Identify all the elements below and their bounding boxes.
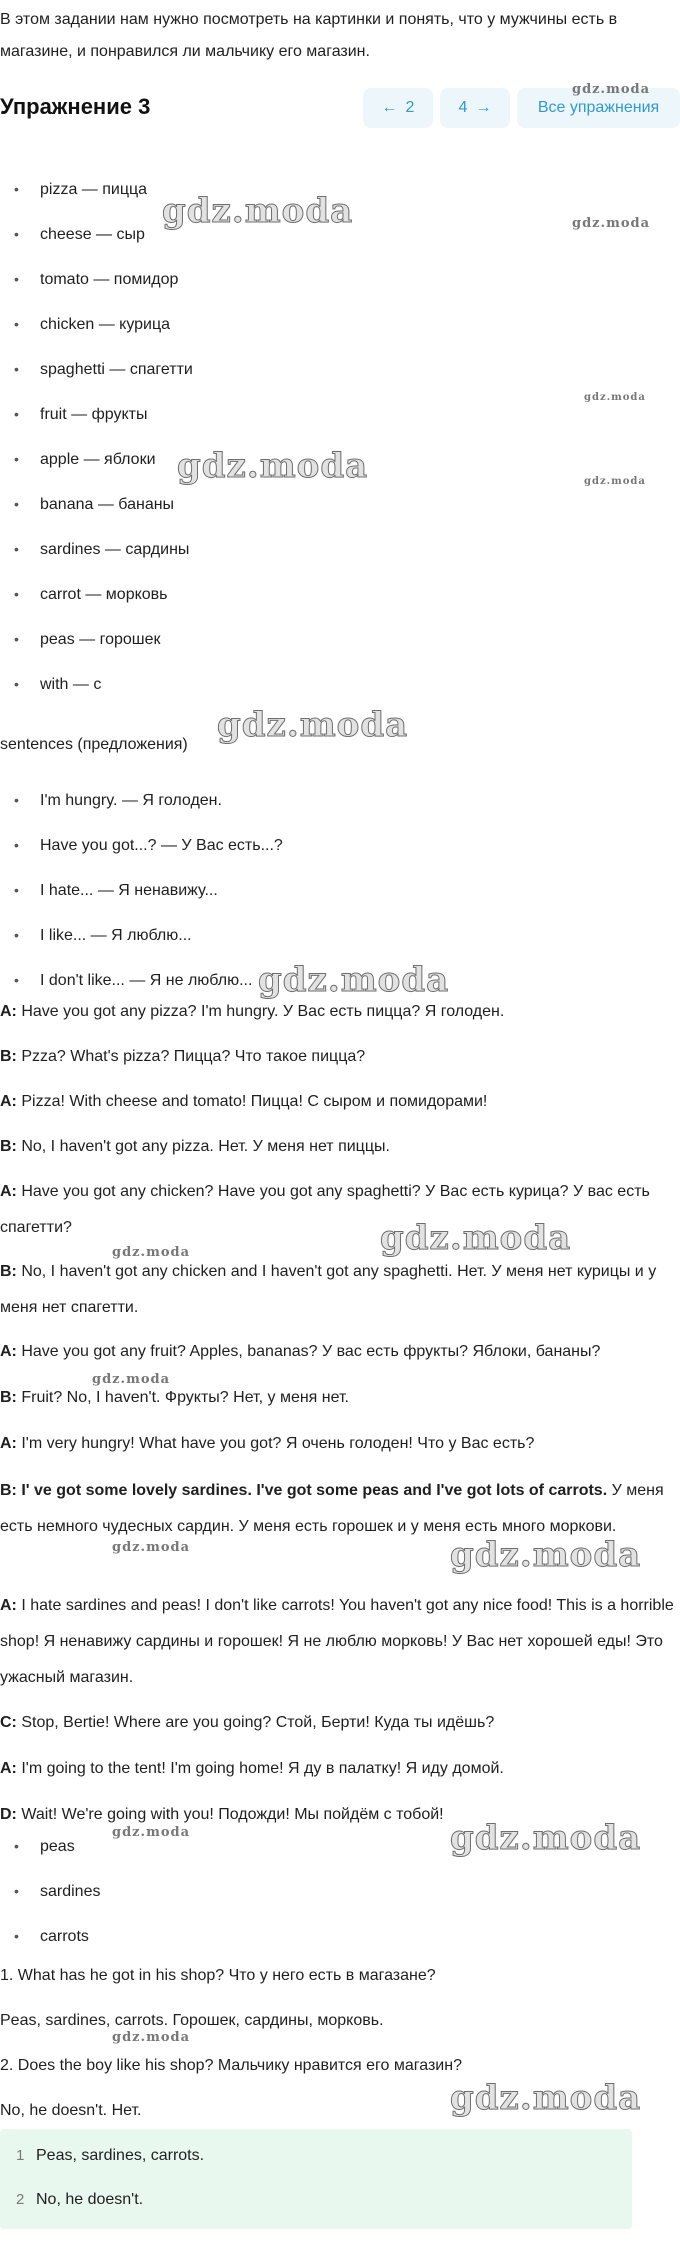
list-item: • I'm hungry. — Я голоден. — [0, 778, 283, 823]
watermark: gdz.moda — [112, 1245, 191, 1260]
watermark: gdz.moda — [258, 960, 450, 1000]
list-item: • carrots — [0, 1914, 100, 1959]
watermark: gdz.moda — [572, 82, 651, 97]
dialogue-line: A: I'm going to the tent! I'm going home! Я ду в палатку! Я иду домой. — [0, 1760, 504, 1777]
list-item: • I like... — Я люблю... — [0, 913, 283, 958]
watermark: gdz.moda — [380, 1218, 572, 1258]
bullet-icon: • — [14, 181, 19, 197]
list-item: • tomato — помидор — [0, 257, 193, 302]
list-item: • chicken — курица — [0, 302, 193, 347]
list-item: • peas — горошек — [0, 617, 193, 662]
dialogue-line: B: I' ve got some lovely sardines. I've got some peas and I've got lots of carrots. У меня есть немного чудесных сардин. У меня есть горошек и у меня есть много моркови. — [0, 1482, 664, 1535]
prev-exercise-label: 2 — [405, 99, 415, 116]
watermark: gdz.moda — [450, 2078, 642, 2118]
watermark: gdz.moda — [92, 1372, 171, 1387]
bullet-icon: • — [14, 316, 19, 332]
dialogue-line: A: Have you got any fruit? Apples, bananas? У вас есть фрукты? Яблоки, бананы? — [0, 1343, 601, 1360]
list-item: • sardines — [0, 1869, 100, 1914]
bullet-icon: • — [14, 676, 19, 692]
bullet-icon: • — [14, 226, 19, 242]
bullet-icon: • — [14, 927, 19, 943]
watermark: gdz.moda — [450, 1818, 642, 1858]
list-item: • sardines — сардины — [0, 527, 193, 572]
answer-number: 1 — [16, 2147, 25, 2164]
answer-1: Peas, sardines, carrots. Горошек, сардины, морковь. — [0, 2012, 384, 2029]
vocab-list — [0, 167, 193, 707]
watermark: gdz.moda — [450, 1535, 642, 1575]
bullet-icon: • — [14, 406, 19, 422]
list-item: • I hate... — Я ненавижу... — [0, 868, 283, 913]
dialogue-line: A: Pizza! With cheese and tomato! Пицца! С сыром и помидорами! — [0, 1093, 488, 1110]
bullet-icon: • — [14, 496, 19, 512]
bullet-icon: • — [14, 541, 19, 557]
answer-text: Peas, sardines, carrots. — [36, 2147, 205, 2164]
list-item: • Have you got...? — У Вас есть...? — [0, 823, 283, 868]
bullet-icon: • — [14, 361, 19, 377]
list-item: • carrot — морковь — [0, 572, 193, 617]
exercise-title: Упражнение 3 — [0, 94, 151, 119]
list-item: • peas — [0, 1824, 100, 1869]
question-2: 2. Does the boy like his shop? Мальчику нравится его магазин? — [0, 2057, 462, 2074]
bullet-icon: • — [14, 271, 19, 287]
watermark: gdz.moda — [112, 1540, 191, 1555]
arrow-right-icon: → — [475, 99, 492, 116]
bullet-icon: • — [14, 792, 19, 808]
sentences-heading: sentences (предложения) — [0, 736, 188, 753]
dialogue-line: A: Have you got any chicken? Have you got any spaghetti? У Вас есть курица? У вас есть спагетти? — [0, 1183, 650, 1236]
watermark: gdz.moda — [584, 476, 646, 487]
sentences-list — [0, 778, 283, 1003]
dialogue-line: A: I hate sardines and peas! I don't like carrots! You haven't got any nice food! This is a horrible shop! Я ненавижу сардины и горошек! Я не люблю морковь! У Вас нет хорошей еды! Это ужасный магазин. — [0, 1597, 674, 1686]
list-item: • fruit — фрукты — [0, 392, 193, 437]
bullet-icon: • — [14, 972, 19, 988]
bullet-icon: • — [14, 837, 19, 853]
dialogue-line: B: No, I haven't got any chicken and I haven't got any spaghetti. Нет. У меня нет курицы и у меня нет спагетти. — [0, 1263, 657, 1316]
list-item: • apple — яблоки — [0, 437, 193, 482]
dialogue-line: D: Wait! We're going with you! Подожди! Мы пойдём с тобой! — [0, 1806, 444, 1823]
next-exercise-label: 4 — [458, 99, 468, 116]
watermark: gdz.moda — [112, 2030, 191, 2045]
items-list — [0, 1824, 100, 1959]
list-item: • with — с — [0, 662, 193, 707]
list-item: • I don't like... — Я не люблю... — [0, 958, 283, 1003]
dialogue-line: A: Have you got any pizza? I'm hungry. У Вас есть пицца? Я голоден. — [0, 1003, 505, 1020]
answer-text: No, he doesn't. — [36, 2191, 144, 2208]
prev-exercise-button[interactable] — [363, 88, 433, 128]
dialogue-line: A: I'm very hungry! What have you got? Я очень голоден! Что у Вас есть? — [0, 1435, 535, 1452]
watermark: gdz.moda — [177, 446, 369, 486]
bullet-icon: • — [14, 882, 19, 898]
list-item: • banana — бананы — [0, 482, 193, 527]
bullet-icon: • — [14, 586, 19, 602]
watermark: gdz.moda — [584, 392, 646, 403]
list-item: • pizza — пицца — [0, 167, 193, 212]
bullet-icon: • — [14, 1838, 19, 1854]
question-1: 1. What has he got in his shop? Что у него есть в магазане? — [0, 1967, 436, 1984]
next-exercise-button[interactable] — [440, 88, 510, 128]
list-item: • cheese — сыр — [0, 212, 193, 257]
bullet-icon: • — [14, 1883, 19, 1899]
dialogue-line: B: No, I haven't got any pizza. Нет. У меня нет пиццы. — [0, 1138, 390, 1155]
dialogue-line: B: Pzza? What's pizza? Пицца? Что такое пицца? — [0, 1048, 366, 1065]
arrow-left-icon: ← — [381, 99, 398, 116]
watermark: gdz.moda — [112, 1825, 191, 1840]
dialogue-line: C: Stop, Bertie! Where are you going? Стой, Берти! Куда ты идёшь? — [0, 1714, 495, 1731]
bullet-icon: • — [14, 451, 19, 467]
exercise-header — [0, 88, 680, 128]
answer-number: 2 — [16, 2191, 25, 2208]
list-item: • spaghetti — спагетти — [0, 347, 193, 392]
bullet-icon: • — [14, 631, 19, 647]
watermark: gdz.moda — [162, 191, 354, 231]
answer-row — [0, 2178, 632, 2222]
all-exercises-label: Все упражнения — [537, 99, 660, 116]
watermark: gdz.moda — [217, 705, 409, 745]
answer-2: No, he doesn't. Нет. — [0, 2102, 142, 2119]
dialogue-line: B: Fruit? No, I haven't. Фрукты? Нет, у меня нет. — [0, 1389, 349, 1406]
bullet-icon: • — [14, 1928, 19, 1944]
answer-box — [0, 2129, 632, 2229]
answer-row — [0, 2134, 632, 2178]
watermark: gdz.moda — [572, 216, 651, 231]
all-exercises-button[interactable] — [517, 88, 680, 128]
intro-text: В этом задании нам нужно посмотреть на картинки и понять, что у мужчины есть в магазине, и понравился ли мальчику его магазин. — [0, 11, 618, 60]
